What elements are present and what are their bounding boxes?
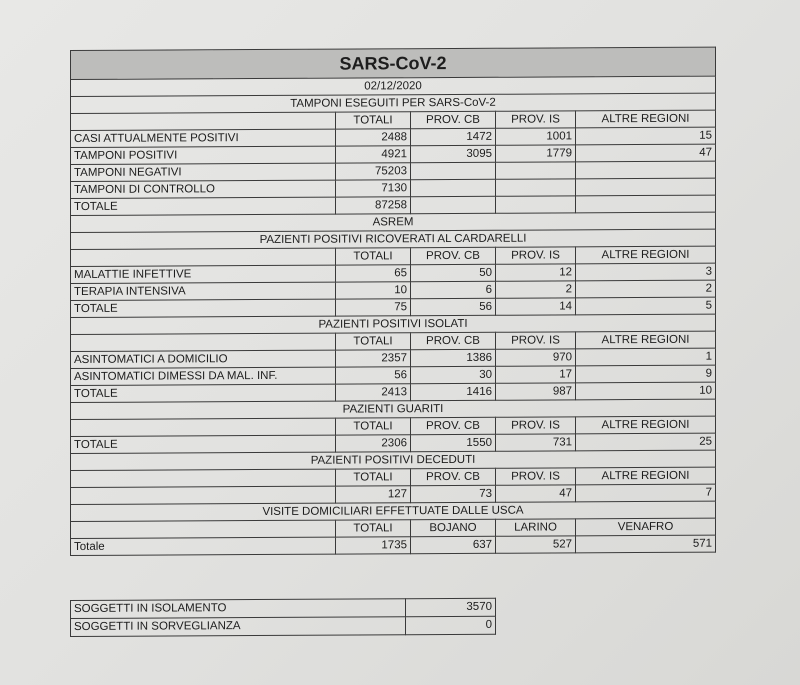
soggetti-label: SOGGETTI IN SORVEGLIANZA [71,617,406,637]
isolati-column-header: PROV. CB [411,332,496,349]
ricoverati-column-header: PROV. CB [411,247,496,264]
ricoverati-row-value: 5 [576,297,716,315]
deceduti-row-label [71,486,336,504]
guariti-row-value: 25 [576,433,716,451]
isolati-row-value: 56 [336,367,411,384]
isolati-row-value: 30 [411,366,496,383]
usca-row-value: 527 [496,536,576,553]
covid-report-sheet [70,47,715,633]
ricoverati-column-header: PROV. IS [496,247,576,264]
ricoverati-heading: PAZIENTI POSITIVI RICOVERATI AL CARDARELLI [71,229,716,249]
ricoverati-column-header: TOTALI [336,248,411,265]
tamponi-row-value: 47 [576,144,716,162]
report-date: 02/12/2020 [71,76,716,96]
usca-row-value: 637 [411,536,496,553]
tamponi-row-label: TAMPONI DI CONTROLLO [71,180,336,198]
guariti-heading: PAZIENTI GUARITI [71,399,716,419]
tamponi-row-value: 15 [576,127,716,145]
soggetti-label: SOGGETTI IN ISOLAMENTO [71,599,406,619]
deceduti-columns-blank [71,469,336,487]
tamponi-columns-blank [71,112,336,130]
usca-column-header: VENAFRO [576,518,716,536]
tamponi-row-value: 3095 [411,145,496,162]
soggetti-table [70,598,496,637]
tamponi-row-value: 75203 [336,163,411,180]
tamponi-row-value [576,161,716,179]
table-row [71,535,716,555]
isolati-row-value: 17 [496,366,576,383]
ricoverati-row-value: 10 [336,282,411,299]
tamponi-row-value [411,196,496,213]
ricoverati-row-value: 56 [411,298,496,315]
usca-column-header: BOJANO [411,519,496,536]
deceduti-row-value: 73 [411,485,496,502]
guariti-row-value: 2306 [336,435,411,452]
guariti-columns-blank [71,418,336,436]
tamponi-row-label: CASI ATTUALMENTE POSITIVI [71,129,336,147]
asrem-label: ASREM [71,212,716,232]
usca-row-value: 1735 [336,537,411,554]
usca-column-header: TOTALI [336,520,411,537]
guariti-column-header: TOTALI [336,418,411,435]
tamponi-heading: TAMPONI ESEGUITI PER SARS-CoV-2 [71,93,716,113]
report-body [71,47,716,555]
deceduti-heading: PAZIENTI POSITIVI DECEDUTI [71,450,716,470]
ricoverati-row-value: 12 [496,264,576,281]
isolati-row-value: 2357 [336,350,411,367]
tamponi-row-label: TAMPONI POSITIVI [71,146,336,164]
isolati-row-value: 10 [576,382,716,400]
ricoverati-row-value: 65 [336,265,411,282]
tamponi-row-label: TAMPONI NEGATIVI [71,163,336,181]
report-title: SARS-CoV-2 [71,47,716,79]
ricoverati-row-value: 2 [576,280,716,298]
tamponi-row-value [411,162,496,179]
soggetti-body [71,598,496,636]
tamponi-row-value: 1472 [411,128,496,145]
tamponi-row-value: 4921 [336,146,411,163]
deceduti-row-value: 7 [576,484,716,502]
isolati-heading: PAZIENTI POSITIVI ISOLATI [71,314,716,334]
soggetti-value: 0 [406,616,496,634]
deceduti-column-header: PROV. IS [496,468,576,485]
tamponi-row-label: TOTALE [71,197,336,215]
guariti-row-label: TOTALE [71,435,336,453]
isolati-row-value: 1416 [411,383,496,400]
ricoverati-row-value: 2 [496,281,576,298]
ricoverati-row-label: TERAPIA INTENSIVA [71,282,336,300]
deceduti-row-value: 127 [336,486,411,503]
deceduti-column-header: PROV. CB [411,468,496,485]
usca-row-label: Totale [71,537,336,555]
tamponi-row-value [496,196,576,213]
deceduti-column-header: ALTRE REGIONI [576,467,716,485]
ricoverati-row-value: 75 [336,299,411,316]
isolati-row-label: TOTALE [71,384,336,402]
tamponi-row-value: 87258 [336,197,411,214]
ricoverati-columns-blank [71,248,336,266]
usca-heading: VISITE DOMICILIARI EFFETTUATE DALLE USCA [71,501,716,521]
tamponi-row-value: 1779 [496,145,576,162]
guariti-column-header: PROV. IS [496,417,576,434]
tamponi-row-value [576,195,716,213]
tamponi-column-header: PROV. IS [496,111,576,128]
ricoverati-row-value: 3 [576,263,716,281]
tamponi-column-header: TOTALI [336,112,411,129]
soggetti-value: 3570 [406,598,496,616]
covid-report-table [70,47,716,556]
usca-column-header: LARINO [496,519,576,536]
tamponi-row-value [576,178,716,196]
ricoverati-column-header: ALTRE REGIONI [576,246,716,264]
isolati-column-header: TOTALI [336,333,411,350]
usca-row-value: 571 [576,535,716,553]
tamponi-row-value: 1001 [496,128,576,145]
isolati-row-value: 1 [576,348,716,366]
tamponi-row-value [496,179,576,196]
isolati-row-label: ASINTOMATICI DIMESSI DA MAL. INF. [71,367,336,385]
isolati-row-value: 970 [496,349,576,366]
tamponi-row-value [411,179,496,196]
isolati-row-value: 1386 [411,349,496,366]
soggetti-row [71,616,496,636]
ricoverati-row-value: 50 [411,264,496,281]
isolati-columns-blank [71,333,336,351]
isolati-row-value: 987 [496,383,576,400]
guariti-row-value: 731 [496,434,576,451]
guariti-row-value: 1550 [411,434,496,451]
deceduti-column-header: TOTALI [336,469,411,486]
ricoverati-row-value: 6 [411,281,496,298]
usca-columns-blank [71,520,336,538]
ricoverati-row-label: MALATTIE INFETTIVE [71,265,336,283]
guariti-column-header: ALTRE REGIONI [576,416,716,434]
tamponi-column-header: PROV. CB [411,111,496,128]
ricoverati-row-value: 14 [496,298,576,315]
tamponi-row-value [496,162,576,179]
isolati-column-header: ALTRE REGIONI [576,331,716,349]
tamponi-row-value: 7130 [336,180,411,197]
isolati-column-header: PROV. IS [496,332,576,349]
isolati-row-value: 9 [576,365,716,383]
isolati-row-label: ASINTOMATICI A DOMICILIO [71,350,336,368]
ricoverati-row-label: TOTALE [71,299,336,317]
isolati-row-value: 2413 [336,384,411,401]
tamponi-row-value: 2488 [336,129,411,146]
tamponi-column-header: ALTRE REGIONI [576,110,716,128]
deceduti-row-value: 47 [496,485,576,502]
guariti-column-header: PROV. CB [411,417,496,434]
soggetti-row [71,598,496,618]
